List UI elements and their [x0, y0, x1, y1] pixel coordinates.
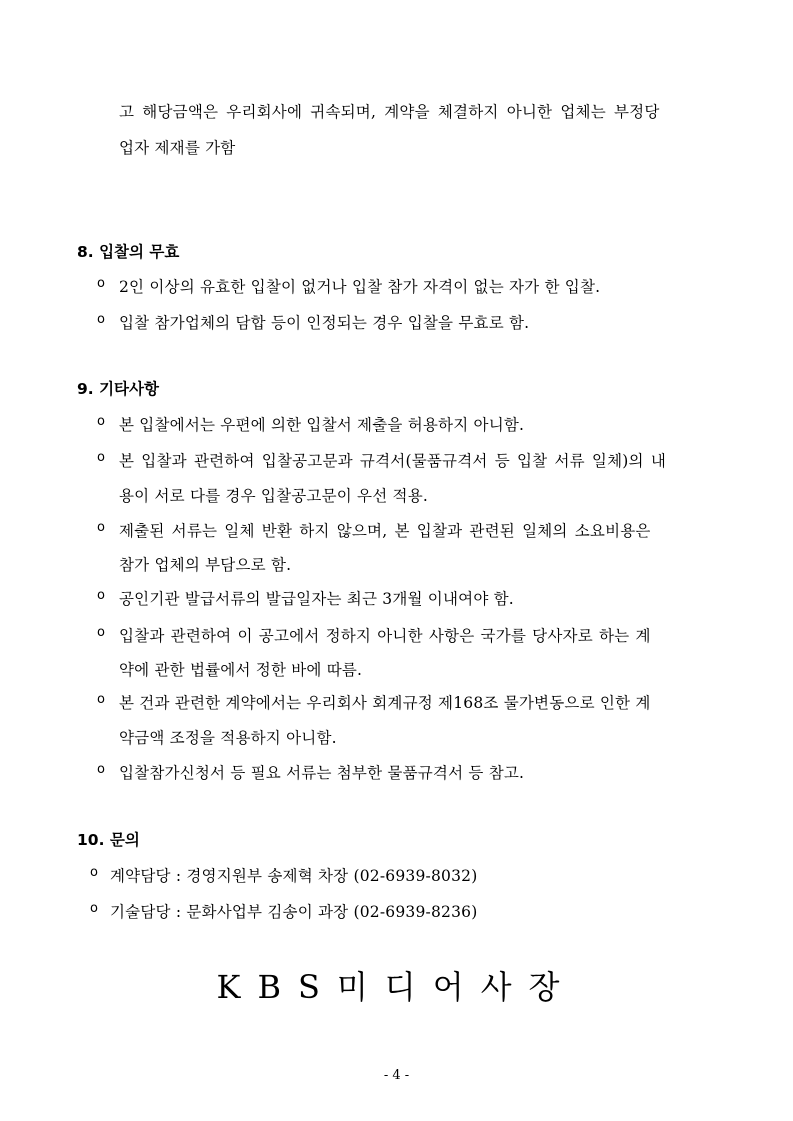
intro-line-2: 업자 제재를 가함 — [119, 139, 236, 157]
bullet-marker: o — [97, 762, 105, 777]
bullet-marker: o — [97, 450, 105, 465]
bullet-marker: o — [97, 520, 105, 535]
section-9-item-3-line-2: 참가 업체의 부담으로 함. — [119, 556, 292, 574]
bullet-marker: o — [97, 276, 105, 291]
section-9-item-5-line-2: 약에 관한 법률에서 정한 바에 따름. — [119, 661, 363, 679]
section-9-item-2-line-1: 본 입찰과 관련하여 입찰공고문과 규격서(물품규격서 등 입찰 서류 일체)의 내 — [119, 452, 667, 470]
section-9-title: 9. 기타사항 — [77, 380, 159, 398]
contact-contract: 계약담당 : 경영지원부 송제혁 차장 (02-6939-8032) — [110, 867, 478, 885]
page-number: - 4 - — [383, 1068, 410, 1083]
section-8-item-1: 2인 이상의 유효한 입찰이 없거나 입찰 참가 자격이 없는 자가 한 입찰. — [119, 278, 601, 296]
section-9-item-6-line-2: 약금액 조정을 적용하지 아니함. — [119, 729, 337, 747]
bullet-marker: o — [97, 312, 105, 327]
contact-technical: 기술담당 : 문화사업부 김송이 과장 (02-6939-8236) — [110, 903, 478, 921]
section-9-item-7: 입찰참가신청서 등 필요 서류는 첨부한 물품규격서 등 참고. — [119, 764, 525, 782]
bullet-marker: o — [97, 588, 105, 603]
section-10-title: 10. 문의 — [77, 831, 140, 849]
section-9-item-4: 공인기관 발급서류의 발급일자는 최근 3개월 이내여야 함. — [119, 590, 514, 608]
bullet-marker: o — [97, 625, 105, 640]
section-8-title: 8. 입찰의 무효 — [77, 243, 180, 261]
section-8-item-2: 입찰 참가업체의 담합 등이 인정되는 경우 입찰을 무효로 함. — [119, 314, 530, 332]
issuer-name: KBS미디어사장 — [216, 968, 577, 1006]
section-9-item-1: 본 입찰에서는 우편에 의한 입찰서 제출을 허용하지 아니함. — [119, 416, 525, 434]
intro-line-1 — [119, 100, 716, 122]
section-9-item-3-line-1: 제출된 서류는 일체 반환 하지 않으며, 본 입찰과 관련된 일체의 소요비용은 — [119, 522, 651, 540]
section-9-item-5-line-1: 입찰과 관련하여 이 공고에서 정하지 아니한 사항은 국가를 당사자로 하는 계 — [119, 627, 651, 645]
bullet-marker: o — [97, 414, 105, 429]
bullet-marker: o — [90, 865, 98, 880]
section-9-item-2-line-2: 용이 서로 다를 경우 입찰공고문이 우선 적용. — [119, 487, 429, 505]
bullet-marker: o — [97, 692, 105, 707]
section-9-item-6-line-1: 본 건과 관련한 계약에서는 우리회사 회계규정 제168조 물가변동으로 인한 계 — [119, 694, 651, 712]
bullet-marker: o — [90, 901, 98, 916]
intro-text-1: 고 해당금액은 우리회사에 귀속되며, 계약을 체결하지 아니한 업체는 부정당 — [119, 103, 660, 121]
